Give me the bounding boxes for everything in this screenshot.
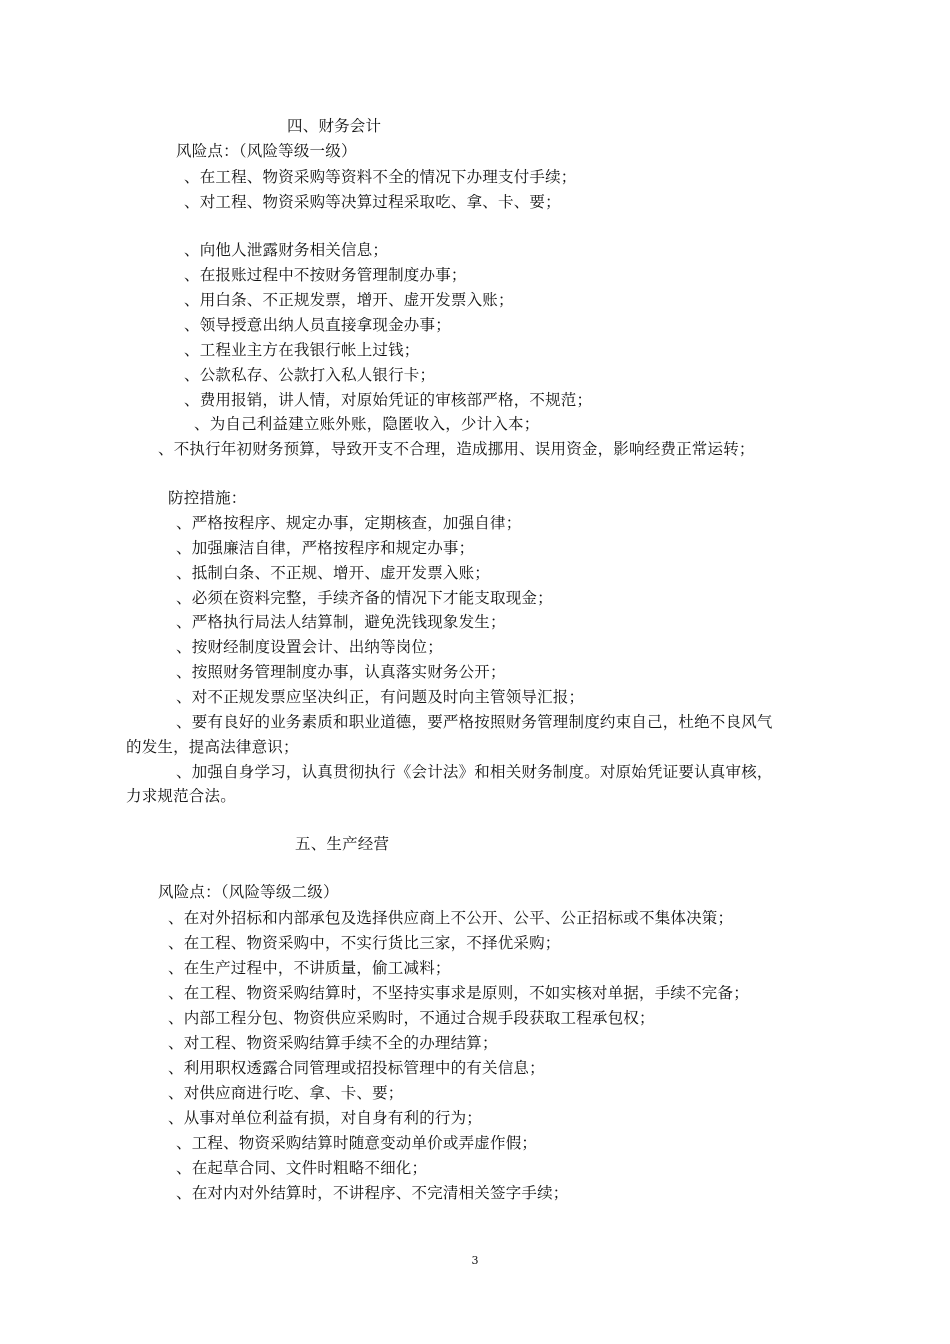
section4-control-item: 、加强廉洁自律，严格按程序和规定办事； — [176, 539, 475, 557]
section4-risk-item: 、在工程、物资采购等资料不全的情况下办理支付手续； — [184, 168, 577, 186]
section4-risk-heading: 风险点：（风险等级一级） — [176, 142, 357, 160]
section5-risk-item: 、在工程、物资采购结算时，不坚持实事求是原则，不如实核对单据，手续不完备； — [168, 984, 749, 1002]
section4-control-item: 的发生，提高法律意识； — [126, 738, 299, 756]
section5-risk-item: 、内部工程分包、物资供应采购时，不通过合规手段获取工程承包权； — [168, 1009, 655, 1027]
section4-control-item: 、按照财务管理制度办事，认真落实财务公开； — [176, 663, 506, 681]
section4-control-item: 、抵制白条、不正规、增开、虚开发票入账； — [176, 564, 491, 582]
section5-risk-item: 、在生产过程中，不讲质量，偷工减料； — [168, 959, 451, 977]
section5-title: 五、生产经营 — [295, 835, 390, 853]
section5-risk-item: 、在对内对外结算时，不讲程序、不完清相关签字手续； — [176, 1184, 569, 1202]
section4-risk-item: 、为自己利益建立账外账，隐匿收入，少计入本； — [194, 415, 540, 433]
section4-risk-item: 、领导授意出纳人员直接拿现金办事； — [184, 316, 451, 334]
section4-risk-item: 、费用报销，讲人情，对原始凭证的审核部严格，不规范； — [184, 391, 593, 409]
section4-risk-item: 、用白条、不正规发票，增开、虚开发票入账； — [184, 291, 514, 309]
section5-risk-item: 、在工程、物资采购中，不实行货比三家，不择优采购； — [168, 934, 561, 952]
section4-control-item: 、必须在资料完整，手续齐备的情况下才能支取现金； — [176, 589, 553, 607]
section5-risk-heading: 风险点：（风险等级二级） — [158, 883, 339, 901]
section5-risk-item: 、利用职权透露合同管理或招投标管理中的有关信息； — [168, 1059, 545, 1077]
section4-risk-item: 、在报账过程中不按财务管理制度办事； — [184, 266, 467, 284]
section5-risk-item: 、对供应商进行吃、拿、卡、要； — [168, 1084, 404, 1102]
section4-control-item: 、对不正规发票应坚决纠正，有问题及时向主管领导汇报； — [176, 688, 585, 706]
section4-control-item: 、严格执行局法人结算制，避免洗钱现象发生； — [176, 613, 506, 631]
section4-risk-item: 、对工程、物资采购等决算过程采取吃、拿、卡、要； — [184, 193, 561, 211]
section5-risk-item: 、对工程、物资采购结算手续不全的办理结算； — [168, 1034, 498, 1052]
section4-control-item: 力求规范合法。 — [126, 787, 236, 805]
section4-risk-item: 、向他人泄露财务相关信息； — [184, 241, 389, 259]
section5-risk-item: 、在对外招标和内部承包及选择供应商上不公开、公平、公正招标或不集体决策； — [168, 909, 734, 927]
section4-control-item: 、按财经制度设置会计、出纳等岗位； — [176, 638, 443, 656]
section4-control-heading: 防控措施： — [168, 489, 247, 507]
section4-control-item: 、加强自身学习，认真贯彻执行《会计法》和相关财务制度。对原始凭证要认真审核， — [176, 763, 773, 781]
section4-control-item: 、要有良好的业务素质和职业道德，要严格按照财务管理制度约束自己，杜绝不良风气 — [176, 713, 773, 731]
page-number: 3 — [471, 1254, 479, 1267]
section5-risk-item: 、在起草合同、文件时粗略不细化； — [176, 1159, 428, 1177]
section4-control-item: 、严格按程序、规定办事，定期核查，加强自律； — [176, 514, 522, 532]
section4-risk-item: 、工程业主方在我银行帐上过钱； — [184, 341, 420, 359]
section5-risk-item: 、工程、物资采购结算时随意变动单价或弄虚作假； — [176, 1134, 538, 1152]
section4-title: 四、财务会计 — [287, 117, 382, 135]
section4-risk-item: 、公款私存、公款打入私人银行卡； — [184, 366, 436, 384]
section5-risk-item: 、从事对单位利益有损，对自身有利的行为； — [168, 1109, 483, 1127]
section4-risk-item: 、不执行年初财务预算，导致开支不合理，造成挪用、误用资金，影响经费正常运转； — [158, 440, 755, 458]
